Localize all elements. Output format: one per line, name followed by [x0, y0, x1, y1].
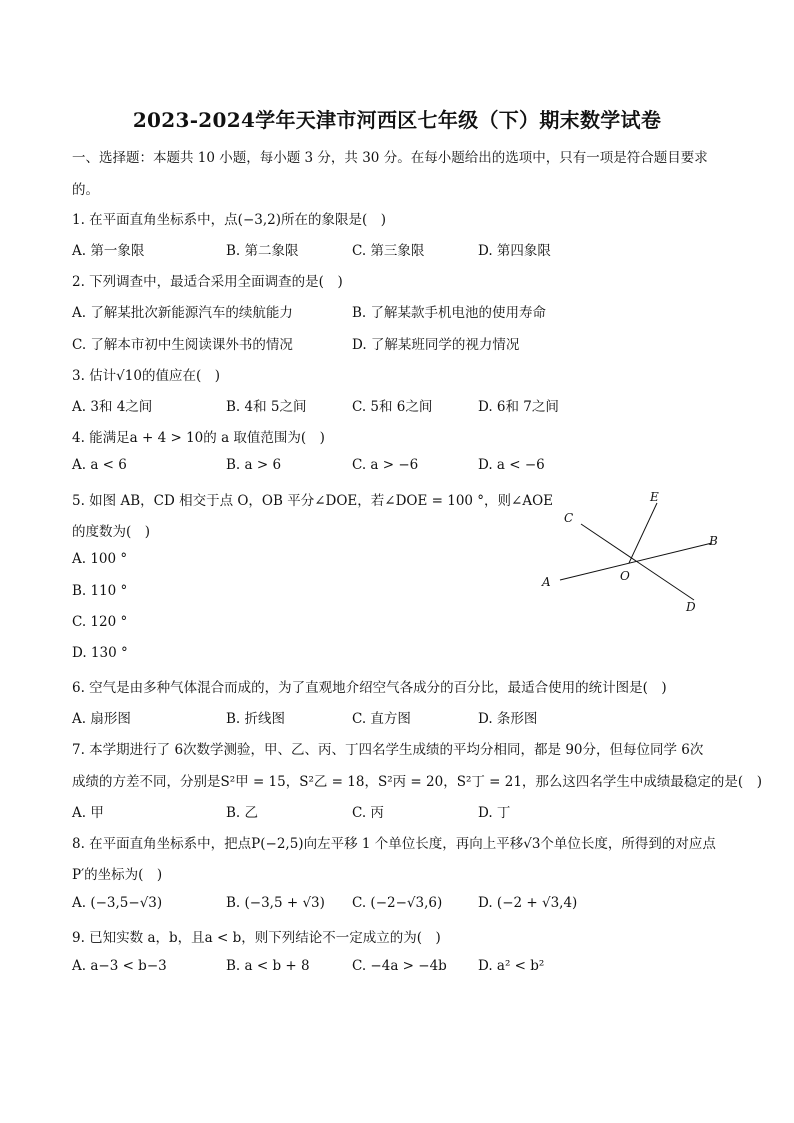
question-3-option-a[interactable]: A. 3和 4之间: [72, 399, 153, 415]
question-5-option-c[interactable]: C. 120 °: [72, 614, 128, 630]
question-6-stem: 6. 空气是由多种气体混合而成的，为了直观地介绍空气各成分的百分比，最适合使用的统计图是( ): [72, 680, 667, 696]
question-5-stem-cont: 的度数为( ): [72, 524, 151, 540]
label-e: E: [650, 490, 659, 504]
question-9-option-b[interactable]: B. a < b + 8: [226, 958, 310, 974]
question-5-option-d[interactable]: D. 130 °: [72, 645, 128, 661]
question-7-stem-cont: 成绩的方差不同，分别是S²甲 = 15，S²乙 = 18，S²丙 = 20，S²丁 = 21，那么这四名学生中成绩最稳定的是( ): [72, 774, 762, 790]
question-6-option-d[interactable]: D. 条形图: [478, 711, 538, 727]
question-2-option-b[interactable]: B. 了解某款手机电池的使用寿命: [352, 305, 547, 321]
question-4-option-c[interactable]: C. a > −6: [352, 457, 419, 473]
question-9-stem: 9. 已知实数 a，b，且a < b，则下列结论不一定成立的为( ): [72, 930, 441, 946]
question-3-option-b[interactable]: B. 4和 5之间: [226, 399, 307, 415]
question-7-option-c[interactable]: C. 丙: [352, 805, 384, 821]
question-7-option-b[interactable]: B. 乙: [226, 805, 259, 821]
question-2-option-a[interactable]: A. 了解某批次新能源汽车的续航能力: [72, 305, 293, 321]
question-4-option-b[interactable]: B. a > 6: [226, 457, 282, 473]
question-9-option-a[interactable]: A. a−3 < b−3: [72, 958, 167, 974]
question-2-option-c[interactable]: C. 了解本市初中生阅读课外书的情况: [72, 337, 293, 353]
label-d: D: [686, 600, 696, 614]
question-1-option-d[interactable]: D. 第四象限: [478, 243, 551, 259]
section-instructions-cont: 的。: [72, 182, 99, 198]
question-5-option-a[interactable]: A. 100 °: [72, 551, 128, 567]
question-1-option-b[interactable]: B. 第二象限: [226, 243, 299, 259]
question-7-stem: 7. 本学期进行了 6次数学测验，甲、乙、丙、丁四名学生成绩的平均分相同，都是 90分，但每位同学 6次: [72, 742, 704, 758]
label-a: A: [542, 575, 551, 589]
intersecting-lines-figure: [528, 488, 738, 616]
label-c: C: [564, 511, 574, 525]
question-8-option-a[interactable]: A. (−3,5−√3): [72, 895, 163, 911]
question-8-option-d[interactable]: D. (−2 + √3,4): [478, 895, 578, 911]
question-4-stem: 4. 能满足a + 4 > 10的 a 取值范围为( ): [72, 430, 325, 446]
question-3-option-d[interactable]: D. 6和 7之间: [478, 399, 559, 415]
page-title: 2023-2024学年天津市河西区七年级（下）期末数学试卷: [132, 108, 662, 132]
question-1-option-a[interactable]: A. 第一象限: [72, 243, 145, 259]
question-5-stem: 5. 如图 AB，CD 相交于点 O，OB 平分∠DOE，若∠DOE = 100 °，则∠AOE: [72, 493, 554, 509]
question-2-stem: 2. 下列调查中，最适合采用全面调查的是( ): [72, 274, 343, 290]
question-6-option-c[interactable]: C. 直方图: [352, 711, 411, 727]
question-6-option-a[interactable]: A. 扇形图: [72, 711, 131, 727]
question-7-option-d[interactable]: D. 丁: [478, 805, 511, 821]
line-cd: [581, 524, 694, 600]
question-9-option-d[interactable]: D. a² < b²: [478, 958, 545, 974]
question-3-stem: 3. 估计√10的值应在( ): [72, 368, 220, 384]
ray-oe: [629, 503, 657, 563]
question-9-option-c[interactable]: C. −4a > −4b: [352, 958, 447, 974]
question-6-option-b[interactable]: B. 折线图: [226, 711, 286, 727]
question-8-option-b[interactable]: B. (−3,5 + √3): [226, 895, 325, 911]
section-instructions: 一、选择题：本题共 10 小题，每小题 3 分，共 30 分。在每小题给出的选项中，只有一项是符合题目要求: [72, 150, 708, 166]
question-8-option-c[interactable]: C. (−2−√3,6): [352, 895, 443, 911]
label-b: B: [709, 534, 718, 548]
question-2-option-d[interactable]: D. 了解某班同学的视力情况: [352, 337, 520, 353]
question-4-option-d[interactable]: D. a < −6: [478, 457, 545, 473]
label-o: O: [620, 569, 630, 583]
question-1-stem: 1. 在平面直角坐标系中，点(−3,2)所在的象限是( ): [72, 212, 387, 228]
question-1-option-c[interactable]: C. 第三象限: [352, 243, 425, 259]
question-8-stem-cont: P′的坐标为( ): [72, 867, 163, 883]
question-4-option-a[interactable]: A. a < 6: [72, 457, 127, 473]
question-5-option-b[interactable]: B. 110 °: [72, 583, 128, 599]
question-7-option-a[interactable]: A. 甲: [72, 805, 104, 821]
question-3-option-c[interactable]: C. 5和 6之间: [352, 399, 433, 415]
question-8-stem: 8. 在平面直角坐标系中，把点P(−2,5)向左平移 1 个单位长度，再向上平移√3个单位长度，所得到的对应点: [72, 836, 716, 852]
